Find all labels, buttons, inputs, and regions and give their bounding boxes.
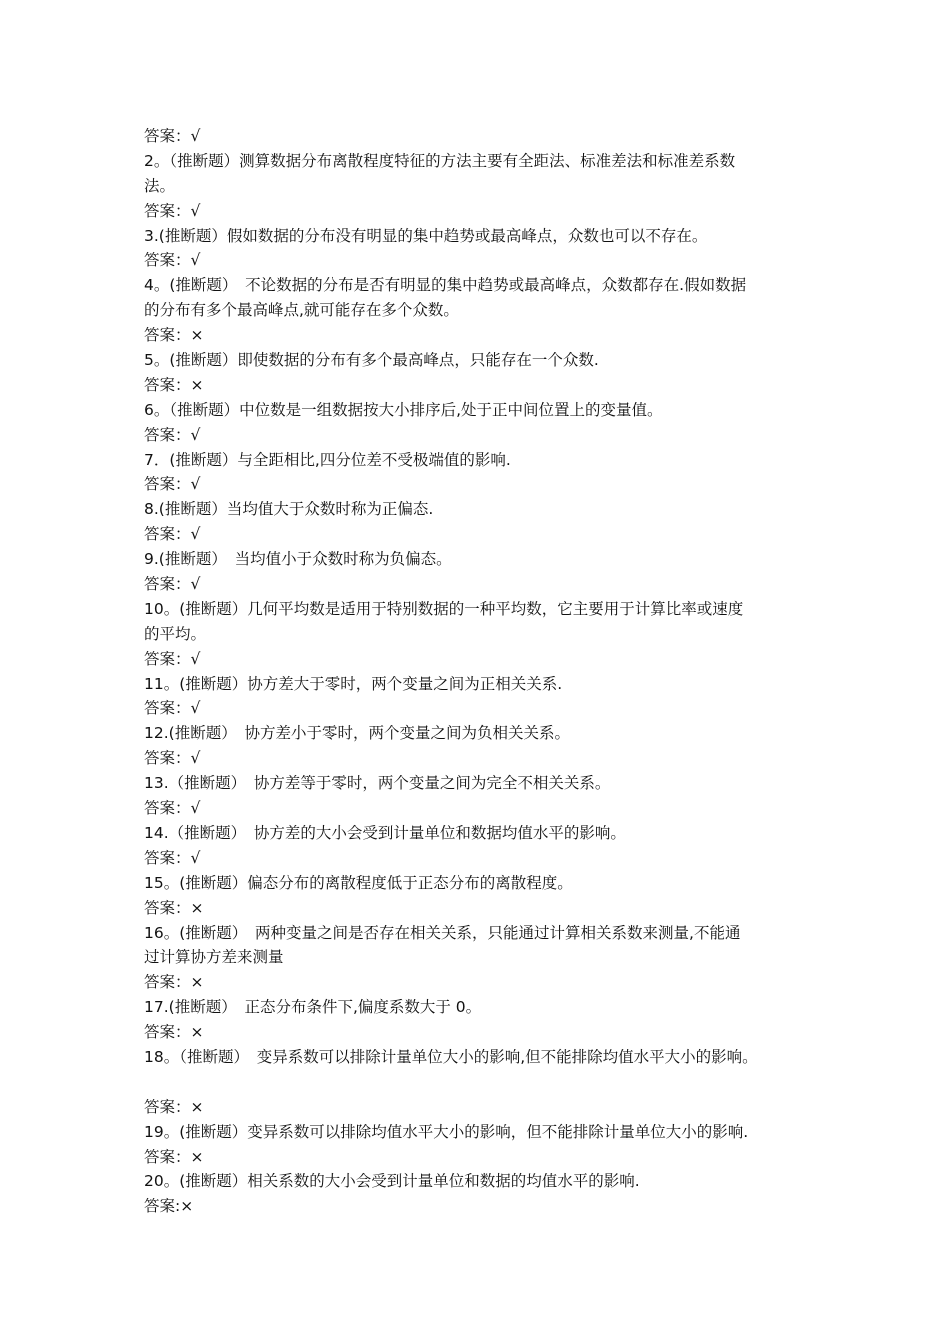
answer-line: 答案：√ (144, 525, 201, 544)
answer-line: 答案:× (144, 1197, 194, 1216)
question-line: 16。(推断题） 两种变量之间是否存在相关关系，只能通过计算相关系数来测量,不能通 (144, 923, 741, 942)
question-line: 10。(推断题）几何平均数是适用于特别数据的一种平均数，它主要用于计算比率或速度 (144, 599, 744, 618)
question-line: 17.(推断题） 正态分布条件下,偏度系数大于 0。 (144, 998, 482, 1017)
answer-line: 答案：× (144, 1147, 204, 1166)
question-line: 的平均。 (144, 624, 207, 643)
question-line: 3.(推断题）假如数据的分布没有明显的集中趋势或最高峰点，众数也可以不存在。 (144, 226, 708, 245)
question-line: 15。(推断题）偏态分布的离散程度低于正态分布的离散程度。 (144, 873, 573, 892)
question-line: 过计算协方差来测量 (144, 948, 284, 967)
answer-line: 答案：√ (144, 799, 201, 818)
answer-line: 答案：× (144, 1097, 204, 1116)
question-line: 法。 (144, 176, 176, 195)
question-line: 13.（推断题） 协方差等于零时，两个变量之间为完全不相关关系。 (144, 774, 611, 793)
question-line: 20。(推断题）相关系数的大小会受到计量单位和数据的均值水平的影响. (144, 1172, 640, 1191)
question-line: 6。（推断题）中位数是一组数据按大小排序后,处于正中间位置上的变量值。 (144, 400, 663, 419)
question-list (144, 124, 824, 1219)
answer-line: 答案：√ (144, 425, 201, 444)
blank-line (144, 1070, 824, 1095)
question-line: 5。(推断题）即使数据的分布有多个最高峰点，只能存在一个众数. (144, 351, 599, 370)
question-line: 11。(推断题）协方差大于零时，两个变量之间为正相关关系. (144, 674, 563, 693)
answer-line: 答案：× (144, 898, 204, 917)
answer-line: 答案：√ (144, 848, 201, 867)
question-line: 12.(推断题） 协方差小于零时，两个变量之间为负相关关系。 (144, 724, 570, 743)
answer-line: 答案：× (144, 326, 204, 345)
answer-line: 答案：√ (144, 475, 201, 494)
question-line: 2。（推断题）测算数据分布离散程度特征的方法主要有全距法、标准差法和标准差系数 (144, 151, 736, 170)
answer-line: 答案：√ (144, 127, 201, 145)
question-line: 18。（推断题） 变异系数可以排除计量单位大小的影响,但不能排除均值水平大小的影响。 (144, 1047, 758, 1066)
question-line: 4。(推断题） 不论数据的分布是否有明显的集中趋势或最高峰点，众数都存在.假如数据 (144, 276, 747, 295)
answer-line: 答案：√ (144, 251, 201, 270)
answer-line: 答案：× (144, 375, 204, 394)
answer-line: 答案：√ (144, 201, 201, 220)
answer-line: 答案：√ (144, 575, 201, 594)
answer-line: 答案：× (144, 1023, 204, 1042)
question-line: 7．(推断题）与全距相比,四分位差不受极端值的影响. (144, 450, 511, 469)
question-line: 9.(推断题） 当均值小于众数时称为负偏态。 (144, 550, 452, 569)
question-line: 14.（推断题） 协方差的大小会受到计量单位和数据均值水平的影响。 (144, 823, 626, 842)
answer-line: 答案：√ (144, 699, 201, 718)
question-line: 19。(推断题）变异系数可以排除均值水平大小的影响，但不能排除计量单位大小的影响. (144, 1122, 749, 1141)
question-line: 8.(推断题）当均值大于众数时称为正偏态. (144, 500, 434, 519)
answer-line: 答案：√ (144, 749, 201, 768)
question-line: 的分布有多个最高峰点,就可能存在多个众数。 (144, 301, 459, 320)
answer-line: 答案：√ (144, 649, 201, 668)
answer-line: 答案：× (144, 973, 204, 992)
